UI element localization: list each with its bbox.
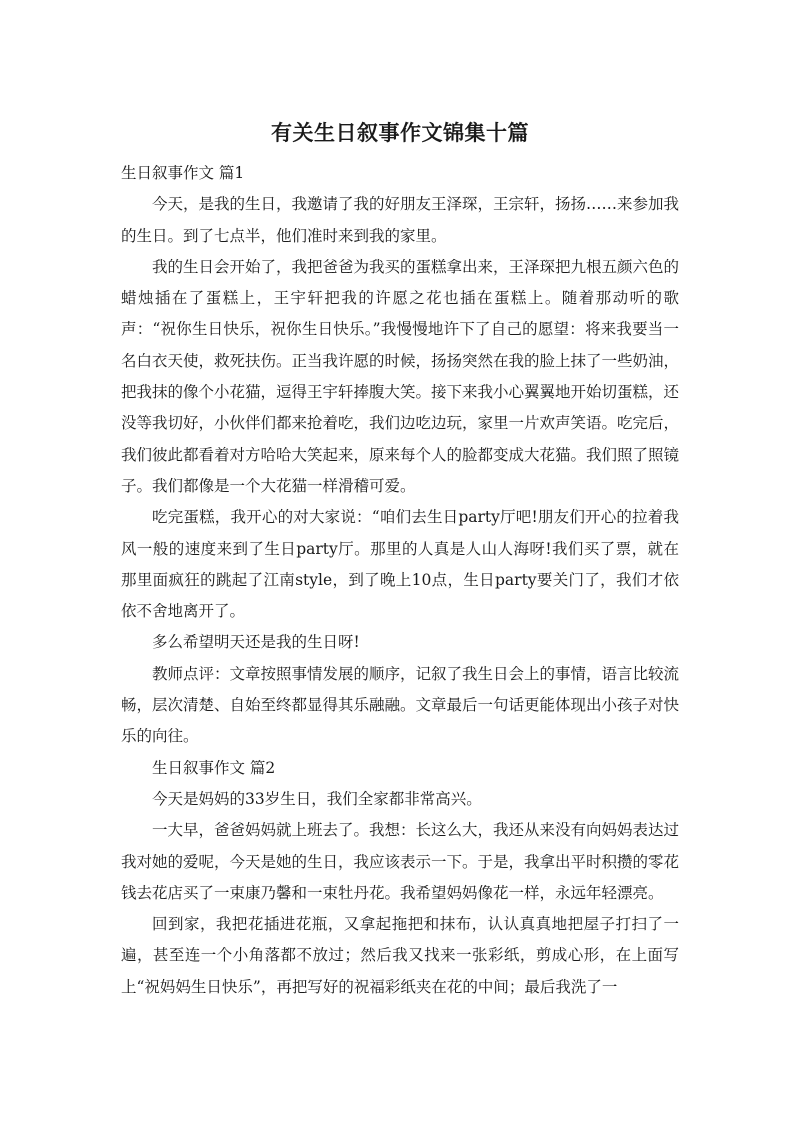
document-title: 有关生日叙事作文锦集十篇: [271, 121, 529, 145]
paragraph: 一大早，爸爸妈妈就上班去了。我想：长这么大，我还从来没有向妈妈表达过我对她的爱呢，今天是她的生日，我应该表示一下。于是，我拿出平时积攒的零花钱去花店买了一束康乃馨和一束牡丹花。我希望妈妈像花一样，永远年轻漂亮。: [121, 821, 680, 902]
paragraph: 今天是妈妈的33岁生日，我们全家都非常高兴。: [152, 789, 482, 808]
paragraph: 今天，是我的生日，我邀请了我的好朋友王泽琛，王宗轩，扬扬……来参加我的生日。到了七点半，他们准时来到我的家里。: [121, 195, 680, 245]
paragraph: 我的生日会开始了，我把爸爸为我买的蛋糕拿出来，王泽琛把九根五颜六色的蜡烛插在了蛋糕上，王宇轩把我的许愿之花也插在蛋糕上。随着那动听的歌声：“祝你生日快乐，祝你生日快乐。”我慢慢地许下了自己的愿望：将来我要当一名白衣天使，救死扶伤。正当我许愿的时候，扬扬突然在我的脸上抹了一些奶油，把我抹的像个小花猫，逗得王宇轩捧腹大笑。接下来我小心翼翼地开始切蛋糕，还没等我切好，小伙伴们都来抢着吃，我们边吃边玩，家里一片欢声笑语。吃完后，我们彼此都看着对方哈哈大笑起来，原来每个人的脸都变成大花猫。我们照了照镜子。我们都像是一个大花猫一样滑稽可爱。: [121, 257, 680, 495]
paragraph: 吃完蛋糕，我开心的对大家说：“咱们去生日party厅吧!朋友们开心的拉着我风一般的速度来到了生日party厅。那里的人真是人山人海呀!我们买了票，就在那里面疯狂的跳起了江南style，到了晚上10点，生日party要关门了，我们才依依不舍地离开了。: [121, 508, 679, 621]
paragraph: 多么希望明天还是我的生日呀!: [152, 633, 360, 652]
document-body: [121, 158, 679, 1003]
paragraph: 回到家，我把花插进花瓶，又拿起拖把和抹布，认认真真地把屋子打扫了一遍，甚至连一个小角落都不放过；然后我又找来一张彩纸，剪成心形，在上面写上“祝妈妈生日快乐”，再把写好的祝福彩纸夹在花的中间；最后我洗了一: [121, 915, 679, 996]
section-heading-2: 生日叙事作文 篇2: [152, 758, 276, 777]
teacher-comment: 教师点评：文章按照事情发展的顺序，记叙了我生日会上的事情，语言比较流畅，层次清楚、自始至终都显得其乐融融。文章最后一句话更能体现出小孩子对快乐的向往。: [121, 664, 680, 746]
section-heading-1: 生日叙事作文 篇1: [121, 164, 245, 182]
